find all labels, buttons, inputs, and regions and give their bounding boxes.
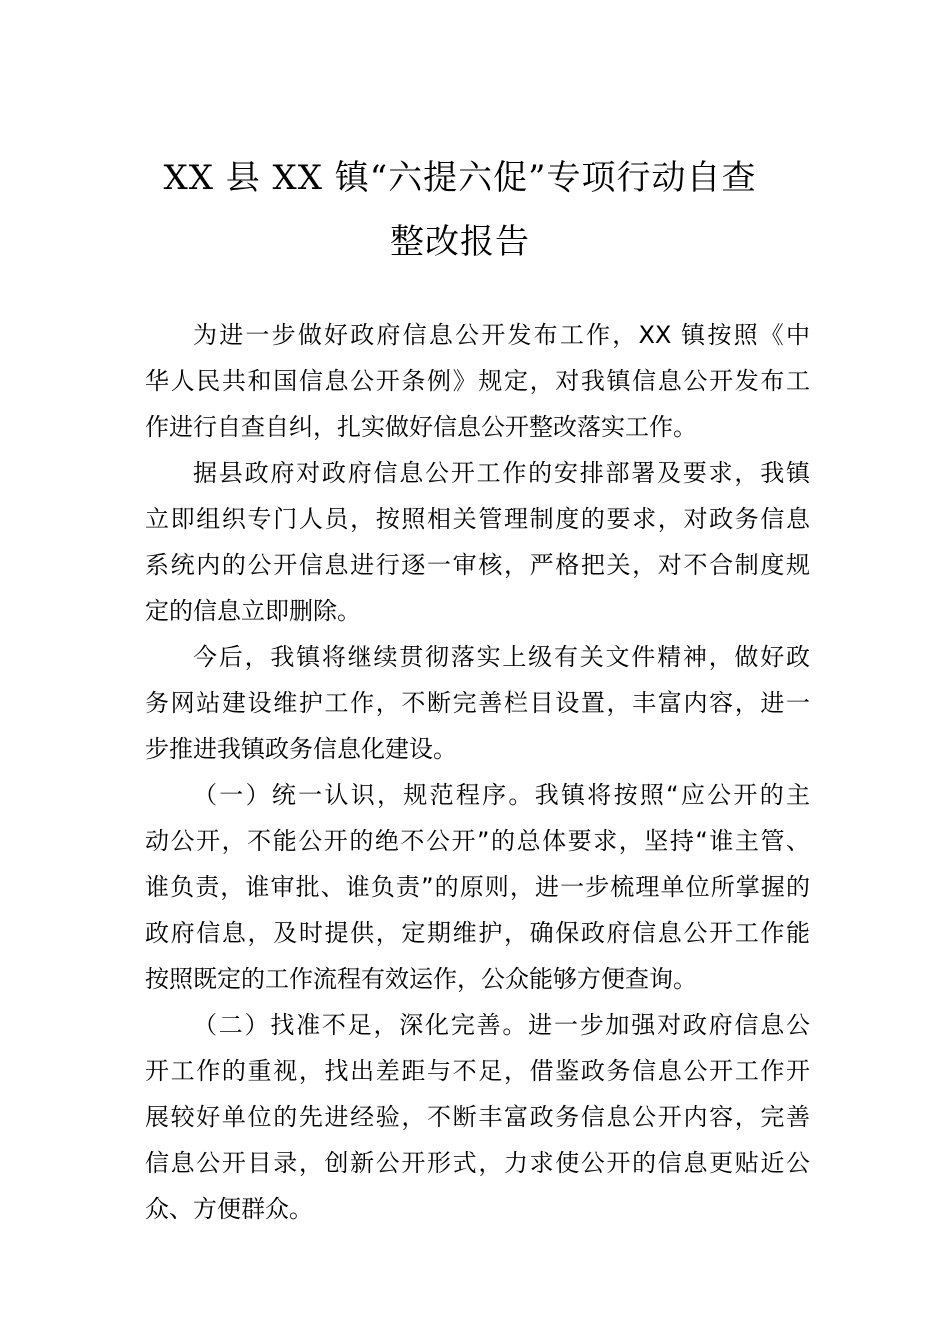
paragraph-line: 展较好单位的先进经验，不断丰富政务信息公开内容，完善 xyxy=(145,1103,810,1131)
paragraph-line: 系统内的公开信息进行逐一审核，严格把关，对不合制度规 xyxy=(145,551,810,579)
document-title-line-1: XX 县 XX 镇“六提六促”专项行动自查 xyxy=(163,158,757,198)
paragraph-line: 政府信息，及时提供，定期维护，确保政府信息公开工作能 xyxy=(145,919,810,947)
paragraph-line: 开工作的重视，找出差距与不足，借鉴政务信息公开工作开 xyxy=(145,1057,810,1085)
paragraph-line: 今后，我镇将继续贯彻落实上级有关文件精神，做好政 xyxy=(193,643,810,671)
paragraph-line: 作进行自查自纠，扎实做好信息公开整改落实工作。 xyxy=(145,413,697,441)
paragraph-line: 众、方便群众。 xyxy=(145,1195,313,1223)
paragraph-line: （一）统一认识，规范程序。我镇将按照“应公开的主 xyxy=(193,781,810,809)
document-title-line-2: 整改报告 xyxy=(390,222,530,262)
paragraph-line: 动公开，不能公开的绝不公开”的总体要求，坚持“谁主管、 xyxy=(145,827,810,855)
paragraph-line: 华人民共和国信息公开条例》规定，对我镇信息公开发布工 xyxy=(145,367,810,395)
paragraph-line: 按照既定的工作流程有效运作，公众能够方便查询。 xyxy=(145,965,697,993)
paragraph-line: 据县政府对政府信息公开工作的安排部署及要求，我镇 xyxy=(193,459,810,487)
paragraph-line: 步推进我镇政务信息化建设。 xyxy=(145,735,457,763)
paragraph-line: 信息公开目录，创新公开形式，力求使公开的信息更贴近公 xyxy=(145,1149,810,1177)
paragraph-line: 为进一步做好政府信息公开发布工作，XX 镇按照《中 xyxy=(193,321,810,349)
paragraph-line: 定的信息立即删除。 xyxy=(145,597,361,625)
paragraph-line: 谁负责，谁审批、谁负责”的原则，进一步梳理单位所掌握的 xyxy=(145,873,810,901)
paragraph-line: （二）找准不足，深化完善。进一步加强对政府信息公 xyxy=(193,1011,810,1039)
paragraph-line: 立即组织专门人员，按照相关管理制度的要求，对政务信息 xyxy=(145,505,810,533)
paragraph-line: 务网站建设维护工作，不断完善栏目设置，丰富内容，进一 xyxy=(145,689,810,717)
